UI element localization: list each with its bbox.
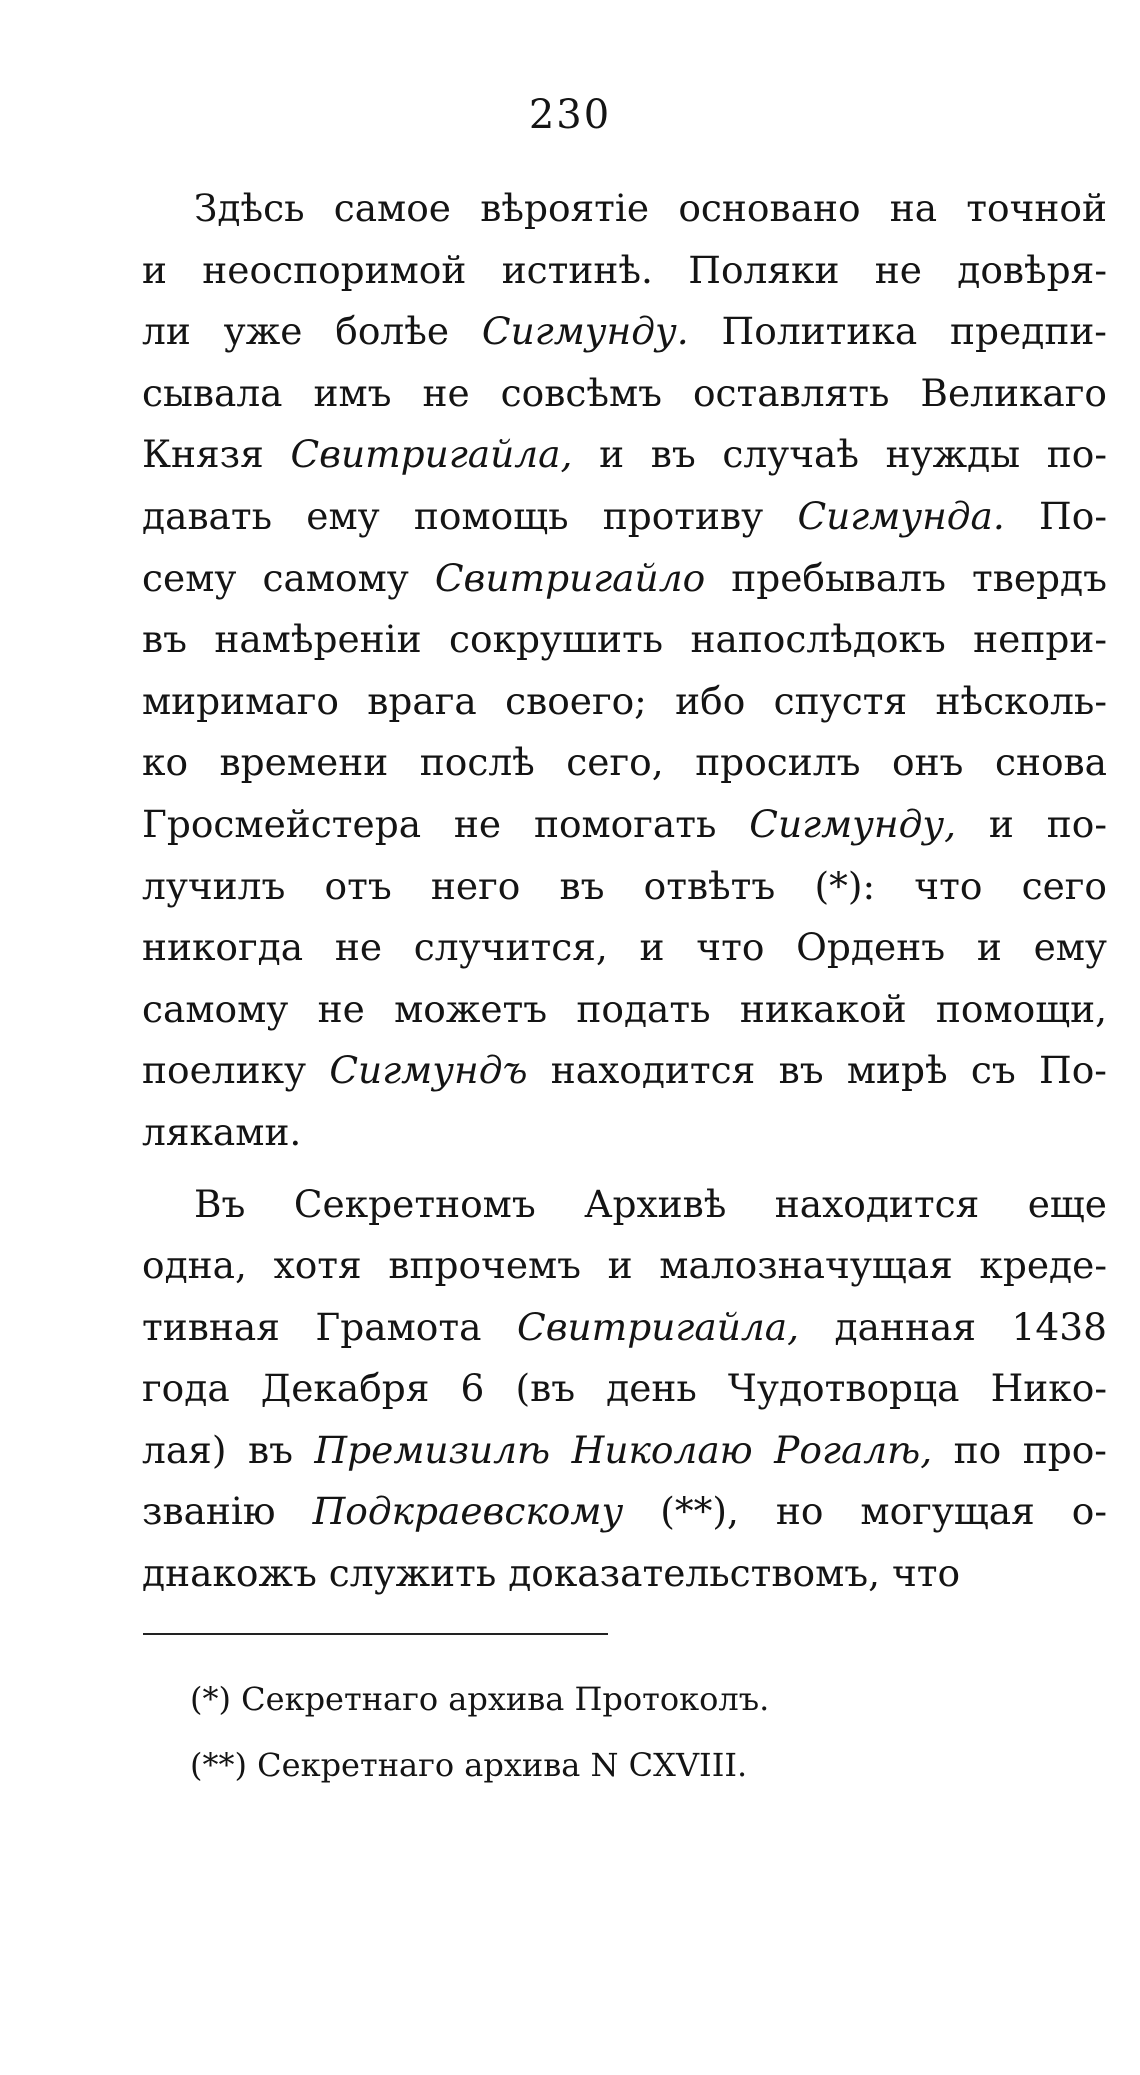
text-segment: и по-	[956, 801, 1107, 846]
text-line	[142, 1481, 1107, 1543]
text-segment: лучилъ отъ него въ отвѣтъ (*): что сего	[142, 863, 1107, 908]
text-line	[142, 424, 1107, 486]
italic-name: Свитригайла,	[517, 1304, 800, 1349]
text-segment: одна, хотя впрочемъ и малозначущая креде-	[142, 1243, 1107, 1288]
text-segment: Политика предпи-	[688, 309, 1107, 354]
text-segment: ляками.	[142, 1109, 302, 1154]
text-line	[142, 732, 1107, 794]
text-line	[142, 548, 1107, 610]
text-segment: тивная Грамота	[142, 1304, 517, 1349]
text-segment: и въ случаѣ нужды по-	[572, 432, 1107, 477]
text-segment: днакожъ служить доказательствомъ, что	[142, 1551, 961, 1596]
text-segment: пребывалъ твердъ	[705, 555, 1107, 600]
text-segment: данная 1438	[799, 1304, 1107, 1349]
text-segment: Здѣсь самое вѣроятіе основано на точной	[194, 186, 1107, 230]
text-line	[142, 486, 1107, 548]
italic-name: Сигмунду,	[749, 801, 957, 846]
italic-name: Подкраевскому	[312, 1489, 624, 1534]
text-segment: ли уже болѣе	[142, 309, 482, 354]
text-segment: Въ Секретномъ Архивѣ находится еще	[194, 1181, 1107, 1226]
footnote-divider	[143, 1633, 608, 1635]
text-line	[142, 178, 1107, 240]
footnotes	[190, 1666, 1090, 1798]
text-segment: лая) въ	[142, 1427, 315, 1472]
italic-name: Сигмунда.	[797, 493, 1005, 538]
italic-name: Сигмунду.	[481, 309, 689, 354]
text-line	[142, 794, 1107, 856]
text-line	[142, 1102, 1107, 1164]
text-segment: самому не можетъ подать никакой помощи,	[142, 986, 1107, 1031]
text-segment: давать ему помощь противу	[142, 493, 798, 538]
text-line	[142, 1235, 1107, 1297]
text-line	[142, 301, 1107, 363]
italic-name: Свитригайла,	[290, 432, 573, 477]
text-segment: миримаго врага своего; ибо спустя нѣсколь-	[142, 678, 1107, 723]
text-segment: ко времени послѣ сего, просилъ онъ снова	[142, 740, 1107, 785]
italic-name: Премизилѣ Николаю Рогалѣ,	[314, 1427, 933, 1472]
text-line	[142, 671, 1107, 733]
italic-name: Свитригайло	[434, 555, 706, 600]
text-line	[142, 1543, 1107, 1605]
text-line	[142, 1420, 1107, 1482]
text-segment: Гросмейстера не помогать	[142, 801, 750, 846]
text-line	[142, 240, 1107, 302]
text-segment: по про-	[932, 1427, 1107, 1472]
text-segment: По-	[1004, 493, 1107, 538]
text-segment: находится въ мирѣ съ По-	[527, 1048, 1107, 1093]
text-line	[142, 363, 1107, 425]
text-line	[142, 609, 1107, 671]
text-segment: поелику	[142, 1048, 330, 1093]
text-line	[142, 917, 1107, 979]
text-segment: и неоспоримой истинѣ. Поляки не довѣря-	[142, 247, 1107, 292]
text-segment: въ намѣреніи сокрушить напослѣдокъ непри-	[142, 617, 1107, 662]
text-segment: званію	[142, 1489, 313, 1534]
footnote-2: (**) Секретнаго архива N CXVIII.	[190, 1746, 748, 1784]
text-segment: (**), но могущая о-	[623, 1489, 1108, 1534]
text-segment: сывала имъ не совсѣмъ оставлять Великаго	[142, 370, 1107, 415]
text-line	[142, 856, 1107, 918]
italic-name: Сигмундъ	[329, 1048, 528, 1093]
text-line	[142, 1297, 1107, 1359]
text-line	[142, 1358, 1107, 1420]
text-segment: года Декабря 6 (въ день Чудотворца Нико-	[142, 1366, 1107, 1411]
text-line	[142, 1174, 1107, 1236]
text-segment: Князя	[142, 432, 291, 477]
text-line	[142, 979, 1107, 1041]
text-segment: никогда не случится, и что Орденъ и ему	[142, 925, 1107, 970]
text-line	[142, 1040, 1107, 1102]
page-number: 230	[528, 92, 612, 138]
footnote-1: (*) Секретнаго архива Протоколъ.	[190, 1680, 770, 1718]
text-segment: сему самому	[142, 555, 435, 600]
body-text	[142, 178, 1107, 1605]
